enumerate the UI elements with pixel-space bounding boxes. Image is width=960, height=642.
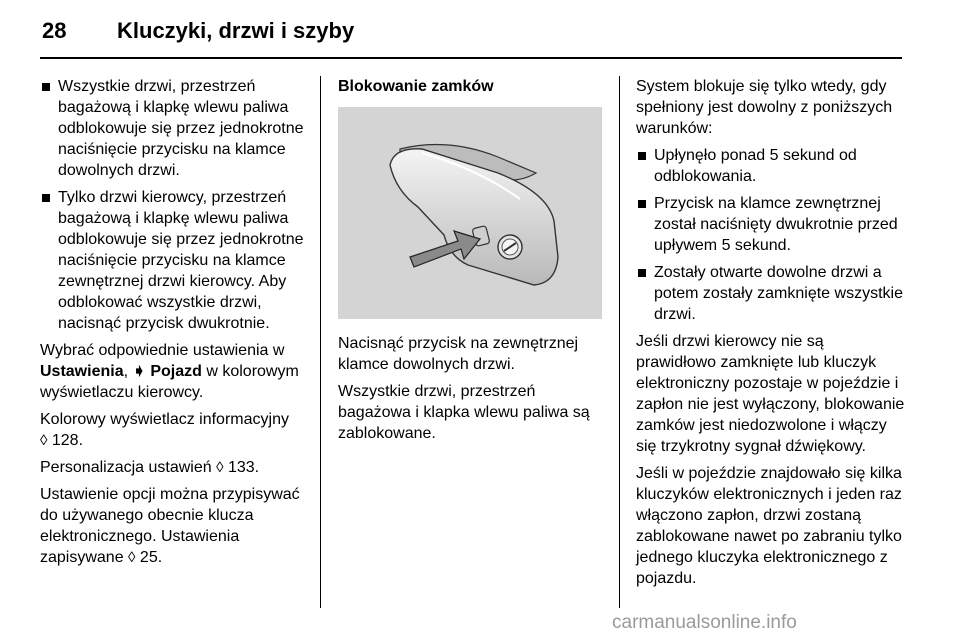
header-rule bbox=[40, 57, 902, 59]
list-item: Zostały otwarte dowolne drzwi a potem zostały zamknięte wszystkie drzwi. bbox=[636, 262, 906, 325]
list-item: Tylko drzwi kierowcy, przestrzeń bagażową i klapkę wlewu paliwa odblokowuje się przez jednokrotne naciśnięcie przycisku na klamce zewnętrznej drzwi kierowcy. Aby odblokować wszystkie drzwi, nacisnąć przycisk dwukrotnie. bbox=[40, 187, 306, 334]
square-bullet-icon bbox=[42, 83, 50, 91]
section-heading: Blokowanie zamków bbox=[338, 78, 494, 95]
instruction-paragraph: Nacisnąć przycisk na zewnętrznej klamce dowolnych drzwi. bbox=[338, 335, 579, 373]
conditions-list bbox=[636, 145, 906, 325]
chapter-title: Kluczyki, drzwi i szyby bbox=[117, 18, 355, 43]
multiple-keys-paragraph: Jeśli w pojeździe znajdowało się kilka kluczyków elektronicznych i jeden raz włączono zapłon, drzwi zostaną zablokowane nawet po zabraniu tylko jednego kluczyka elektronicznego z pojazdu. bbox=[636, 465, 902, 587]
square-bullet-icon bbox=[638, 152, 646, 160]
assignment-paragraph: Ustawienie opcji można przypisywać do używanego obecnie klucza elektronicznego. Ustawienia zapisywane ◊ 25. bbox=[40, 486, 300, 566]
column-right bbox=[636, 76, 906, 595]
settings-paragraph: Wybrać odpowiednie ustawienia w Ustawienia, ➧ Pojazd w kolorowym wyświetlaczu kierowcy. bbox=[40, 342, 299, 401]
page-reference[interactable]: 128. bbox=[47, 432, 84, 449]
arrow-icon: ➧ bbox=[132, 363, 146, 380]
square-bullet-icon bbox=[42, 194, 50, 202]
list-item: Upłynęło ponad 5 sekund od odblokowania. bbox=[636, 145, 906, 187]
reference-icon: ◊ bbox=[40, 432, 48, 449]
menu-pojazd: Pojazd bbox=[150, 363, 202, 380]
page-reference[interactable]: 25. bbox=[135, 549, 163, 566]
door-handle-illustration bbox=[338, 107, 602, 319]
unlock-options-list bbox=[40, 76, 306, 334]
conditions-intro: System blokuje się tylko wtedy, gdy spełniony jest dowolny z poniższych warunków: bbox=[636, 78, 893, 137]
square-bullet-icon bbox=[638, 200, 646, 208]
reference-icon: ◊ bbox=[128, 549, 136, 566]
reference-icon: ◊ bbox=[216, 459, 224, 476]
square-bullet-icon bbox=[638, 269, 646, 277]
door-handle-drawing bbox=[338, 107, 602, 319]
result-paragraph: Wszystkie drzwi, przestrzeń bagażowa i klapka wlewu paliwa są zablokowane. bbox=[338, 383, 590, 442]
column-divider-1 bbox=[320, 76, 321, 608]
watermark: carmanualsonline.info bbox=[612, 612, 797, 633]
personalization-paragraph: Personalizacja ustawień ◊ 133. bbox=[40, 459, 260, 476]
list-item: Wszystkie drzwi, przestrzeń bagażową i klapkę wlewu paliwa odblokowuje się przez jednokrotne naciśnięcie przycisku na klamce dowolnych drzwi. bbox=[40, 76, 306, 181]
driver-door-paragraph: Jeśli drzwi kierowcy nie są prawidłowo zamknięte lub kluczyk elektroniczny pozostaje w pojeździe i zapłon nie jest wyłączony, blokowanie zamków jest niedozwolone i włączy się trzykrotny sygnał dźwiękowy. bbox=[636, 333, 905, 455]
page-header bbox=[0, 0, 960, 58]
page-number: 28 bbox=[42, 18, 67, 43]
list-item: Przycisk na klamce zewnętrznej został naciśnięty dwukrotnie przed upływem 5 sekund. bbox=[636, 193, 906, 256]
column-middle bbox=[338, 76, 606, 450]
column-left bbox=[40, 76, 306, 574]
info-display-paragraph: Kolorowy wyświetlacz informacyjny ◊ 128. bbox=[40, 411, 289, 449]
menu-ustawienia: Ustawienia bbox=[40, 363, 124, 380]
column-divider-2 bbox=[619, 76, 620, 608]
page-reference[interactable]: 133. bbox=[223, 459, 260, 476]
